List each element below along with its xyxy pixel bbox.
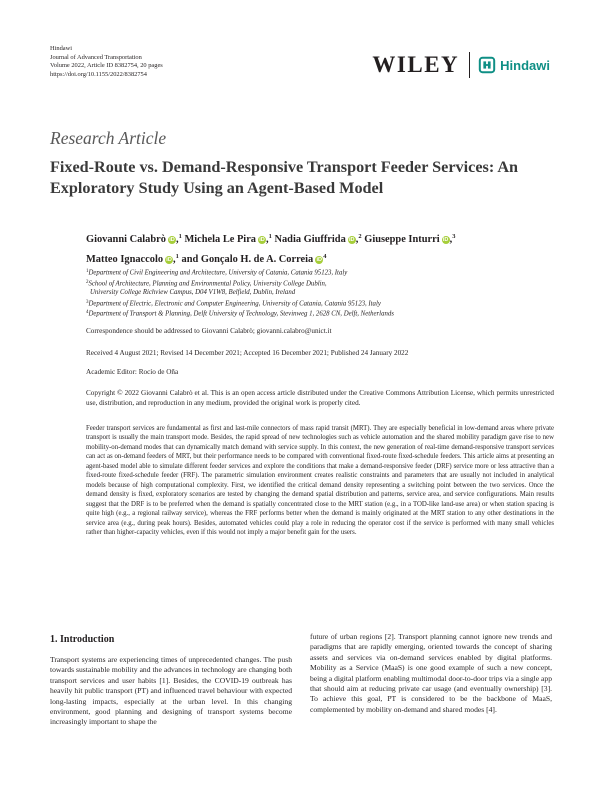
author-name[interactable]: Matteo Ignaccolo <box>86 254 164 265</box>
article-title: Fixed-Route vs. Demand-Responsive Transport Feeder Services: An Exploratory Study Using an Agent-Based Model <box>50 158 519 197</box>
hindawi-wordmark: Hindawi <box>500 57 550 73</box>
affiliation-text: School of Architecture, Planning and Environmental Policy, University College Dublin, <box>88 280 327 288</box>
affiliation-continuation: University College Richview Campus, D04 V1W8, Belfield, Dublin, Ireland <box>90 289 296 297</box>
author-name[interactable]: and Gonçalo H. de A. Correia <box>181 254 314 265</box>
author-entry: Giuseppe Inturri iD,$^3$ <box>364 233 456 245</box>
author-list <box>86 228 556 268</box>
orcid-icon[interactable]: iD <box>166 257 172 263</box>
author-affiliation-sup: 4 <box>323 253 327 260</box>
journal-info <box>50 45 163 79</box>
orcid-icon[interactable]: iD <box>349 237 355 243</box>
affiliation-number: 3 <box>86 299 89 305</box>
author-name[interactable]: Michela Le Pira <box>184 234 256 245</box>
author-affiliation-sup: 1 <box>268 233 272 240</box>
correspondence-note: Correspondence should be addressed to Giovanni Calabrò; giovanni.calabro@unict.it <box>86 327 332 335</box>
affiliation-number: 2 <box>86 279 89 285</box>
author-entry: Matteo Ignaccolo iD,$^1$ <box>86 253 179 265</box>
affiliation-text: Department of Civil Engineering and Architecture, University of Catania, Catania 95123, Italy <box>88 269 348 277</box>
abstract-text: Feeder transport services are fundamental as first and last-mile connectors of mass rapid transit (MRT). They are especially beneficial in low-demand areas where private transport is usually the main transport mode. Besides, the rapid spread of new technologies such as vehicle automation and the shared mobility paradigm gave rise to new mobility-on-demand modes that can dynamically match demand with service supply. In this context, the new generation of real-time demand-responsive transport services can act as on-demand feeders of MRT, but their performance needs to be compared with conventional fixed-route fixed-schedule feeders. This article aims at presenting an agent-based model able to simulate different feeder services and explore the conditions that make a demand-responsive feeder (DRF) service more or less attractive than a fixed-route fixed-schedule feeder (FRF). The parametric simulation environment creates realistic constraints and parameters that are usually not included in analytical models because of high computational complexity. First, we identified the critical demand density representing a switching point between the two services. Once the demand density is fixed, exploratory scenarios are tested by changing the demand spatial distribution and patterns, service area, and service configurations. Main results suggest that the DRF is to be preferred when the demand is spatially concentrated close to the MRT station (e.g., in a TOD-like land-use area) or when station spacing is quite high (e.g., a regional railway service), whereas the FRF performs better when the demand is mainly originated at the MRT station to any other destinations in the service area (e.g., during peak hours). Besides, automated vehicles could play a role in reducing the operator cost if the service is performed with many small vehicles rather than higher-capacity vehicles, even if this would not imply a major benefit gain for the users. <box>86 425 554 536</box>
hindawi-logo <box>478 56 550 74</box>
academic-editor: Academic Editor: Rocío de Oña <box>86 368 179 376</box>
affiliation-text: Department of Transport & Planning, Delft University of Technology, Stevinweg 1, 2628 CN, Delft, Netherlands <box>88 310 394 318</box>
orcid-icon[interactable]: iD <box>259 237 265 243</box>
affiliation-number: 4 <box>86 310 89 316</box>
doi-link[interactable]: https://doi.org/10.1155/2022/8382754 <box>50 70 147 78</box>
affiliation-item <box>86 308 556 319</box>
author-name[interactable]: Giuseppe Inturri <box>364 234 440 245</box>
publisher-logos <box>372 52 550 78</box>
article-type: Research Article <box>50 128 167 148</box>
publication-dates: Received 4 August 2021; Revised 14 December 2021; Accepted 16 December 2021; Published 24 January 2022 <box>86 349 409 357</box>
author-entry: Nadia Giuffrida iD,$^2$ <box>274 233 362 245</box>
orcid-icon[interactable]: iD <box>442 237 449 243</box>
orcid-icon[interactable]: iD <box>316 257 322 263</box>
affiliation-text: Department of Electric, Electronic and Computer Engineering, University of Catania, Catania 95123, Italy <box>88 300 381 308</box>
affiliation-item <box>86 267 556 278</box>
affiliation-item <box>86 298 556 309</box>
author-affiliation-sup: 2 <box>358 233 362 240</box>
volume-line: Volume 2022, Article ID 8382754, 20 pages <box>50 62 163 70</box>
hindawi-mark-icon <box>478 56 496 74</box>
affiliation-number: 1 <box>86 269 89 274</box>
author-entry <box>182 254 327 265</box>
author-affiliation-sup: 1 <box>175 253 179 260</box>
affiliation-list <box>86 267 556 319</box>
author-name[interactable]: Giovanni Calabrò <box>86 234 166 245</box>
wiley-logo: WILEY <box>372 52 460 77</box>
author-entry: Michela Le Pira iD,$^1$ <box>184 233 272 245</box>
body-column-left: Transport systems are experiencing times of unprecedented changes. The push towards sustainable mobility and the advances in technology are changing both transport services and user habits [1]. Besides, the COVID-19 outbreak has heavily hit public transport (PT) and influenced travel behaviour with expected long-lasting impacts, especially at the urban level. In this changing environment, good planning and designing of transport systems become increasingly important to shape the <box>50 655 292 727</box>
journal-name: Journal of Advanced Transportation <box>50 53 142 61</box>
copyright-notice: Copyright © 2022 Giovanni Calabrò et al. This is an open access article distributed under the Creative Commons Attribution License, which permits unrestricted use, distribution, and reproduction in any medium, provided the original work is properly cited. <box>86 389 554 408</box>
logo-divider <box>469 52 470 78</box>
author-name[interactable]: Nadia Giuffrida <box>274 234 346 245</box>
publisher-name: Hindawi <box>50 45 73 52</box>
body-column-right: future of urban regions [2]. Transport planning cannot ignore new trends and paradigms that are rapidly emerging, oriented towards the concept of sharing assets and services via on-demand services enabled by digital platforms. Mobility as a Service (MaaS) is one good example of such a new concept, being a digital platform enabling multimodal door-to-door trips via a single app that should aim at reducing private car usage (and eventually ownership) [3]. To achieve this goal, PT is considered to be the backbone of MaaS, complemented by mobility on-demand and shared modes [4]. <box>310 632 552 714</box>
section-heading: 1. Introduction <box>50 634 115 645</box>
author-entry: Giovanni Calabrò iD,$^1$ <box>86 233 182 245</box>
affiliation-item <box>86 278 556 289</box>
author-affiliation-sup: 3 <box>452 233 456 240</box>
author-affiliation-sup: 1 <box>178 233 182 240</box>
orcid-icon[interactable]: iD <box>169 237 175 243</box>
